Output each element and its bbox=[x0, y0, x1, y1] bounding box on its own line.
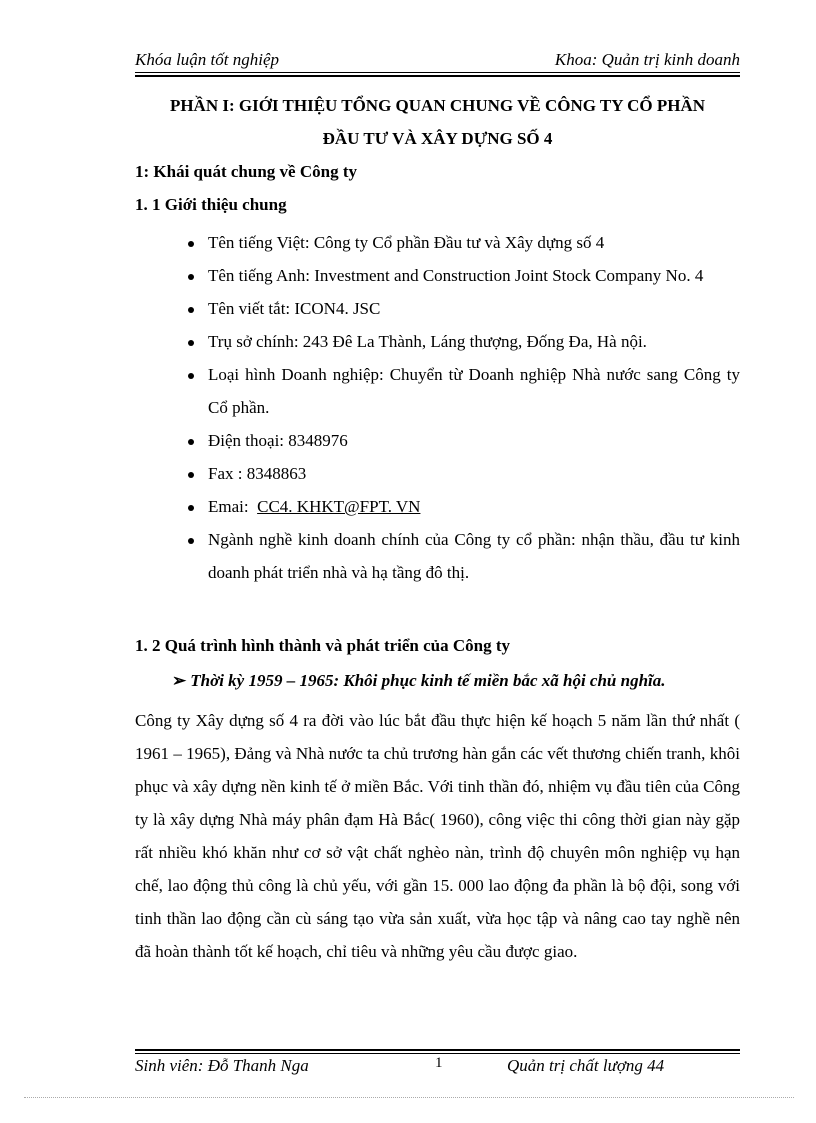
list-item-text: Loại hình Doanh nghiệp: Chuyển từ Doanh nghiệp Nhà nước sang Công ty Cổ phần. bbox=[208, 365, 740, 417]
bullet-icon bbox=[188, 538, 194, 544]
header-right-text: Khoa: Quản trị kinh doanh bbox=[554, 50, 740, 69]
page-footer bbox=[135, 1056, 740, 1078]
list-item bbox=[185, 325, 740, 358]
period-heading bbox=[172, 671, 666, 691]
email-link[interactable]: CC4. KHKT@FPT. VN bbox=[257, 497, 421, 516]
email-label: Emai: bbox=[208, 497, 249, 516]
list-item-text: Ngành nghề kinh doanh chính của Công ty cổ phần: nhận thầu, đầu tư kinh doanh phát triển nhà và hạ tầng đô thị. bbox=[208, 530, 740, 582]
footer-rule-thick bbox=[135, 1049, 740, 1051]
bullet-icon bbox=[188, 439, 194, 445]
history-paragraph: Công ty Xây dựng số 4 ra đời vào lúc bắt đầu thực hiện kế hoạch 5 năm lần thứ nhất ( 1961 – 1965), Đảng và Nhà nước ta chủ trương hàn gắn các vết thương chiến tranh, khôi phục và xây dựng nền kinh tế ở miền Bắc. Với tinh thần đó, nhiệm vụ đầu tiên của Công ty là xây dựng Nhà máy phân đạm Hà Bắc( 1960), công việc thi công thời gian này gặp rất nhiều khó khăn như cơ sở vật chất nghèo nàn, trình độ chuyên môn nghiệp vụ hạn chế, lao động thủ công là chủ yếu, với gần 15. 000 lao động đa phần là bộ đội, song với tinh thần lao động cần cù sáng tạo vừa sản xuất, vừa học tập và nâng cao tay nghề nên đã hoàn thành tốt kế hoạch, chỉ tiêu và những yêu cầu được giao. bbox=[135, 711, 740, 961]
list-item bbox=[185, 424, 740, 457]
company-info-list bbox=[185, 226, 740, 589]
list-item-text: Điện thoại: 8348976 bbox=[208, 431, 348, 450]
page-header bbox=[135, 50, 740, 70]
bullet-icon bbox=[188, 241, 194, 247]
list-item-email bbox=[185, 490, 740, 523]
part-title-line-2: ĐẦU TƯ VÀ XÂY DỰNG SỐ 4 bbox=[322, 129, 553, 148]
list-item-text: Trụ sở chính: 243 Đê La Thành, Láng thượng, Đống Đa, Hà nội. bbox=[208, 332, 647, 351]
bullet-icon bbox=[188, 307, 194, 313]
page-number: 1 bbox=[435, 1055, 443, 1071]
footer-class-name: Quản trị chất lượng 44 bbox=[507, 1056, 665, 1075]
list-item bbox=[185, 523, 740, 589]
list-item bbox=[185, 358, 740, 424]
bullet-icon bbox=[188, 373, 194, 379]
section-heading-1-1: 1. 1 Giới thiệu chung bbox=[135, 195, 287, 214]
section-heading-1: 1: Khái quát chung về Công ty bbox=[135, 162, 357, 181]
bullet-icon bbox=[188, 505, 194, 511]
page-bottom-dotted-line bbox=[24, 1097, 794, 1098]
footer-student-name: Sinh viên: Đỗ Thanh Nga bbox=[135, 1056, 309, 1075]
list-item bbox=[185, 292, 740, 325]
list-item-text: Tên viết tắt: ICON4. JSC bbox=[208, 299, 381, 318]
period-heading-text: Thời kỳ 1959 – 1965: Khôi phục kinh tế miền bắc xã hội chủ nghĩa. bbox=[190, 671, 666, 690]
header-rule-thick bbox=[135, 75, 740, 77]
section-heading-1-2: 1. 2 Quá trình hình thành và phát triển của Công ty bbox=[135, 636, 511, 655]
header-left-text: Khóa luận tốt nghiệp bbox=[135, 50, 280, 69]
header-rule-thin bbox=[135, 72, 740, 73]
list-item-text: Tên tiếng Việt: Công ty Cổ phần Đầu tư và Xây dựng số 4 bbox=[208, 233, 605, 252]
arrow-bullet-icon: ➢ bbox=[172, 671, 187, 690]
bullet-icon bbox=[188, 472, 194, 478]
list-item bbox=[185, 226, 740, 259]
list-item bbox=[185, 259, 740, 292]
list-item-text: Tên tiếng Anh: Investment and Construction Joint Stock Company No. 4 bbox=[208, 266, 704, 285]
bullet-icon bbox=[188, 340, 194, 346]
list-item-text: Fax : 8348863 bbox=[208, 464, 307, 483]
list-item bbox=[185, 457, 740, 490]
bullet-icon bbox=[188, 274, 194, 280]
part-title-line-1: PHẦN I: GIỚI THIỆU TỔNG QUAN CHUNG VỀ CÔNG TY CỔ PHẦN bbox=[169, 96, 706, 115]
